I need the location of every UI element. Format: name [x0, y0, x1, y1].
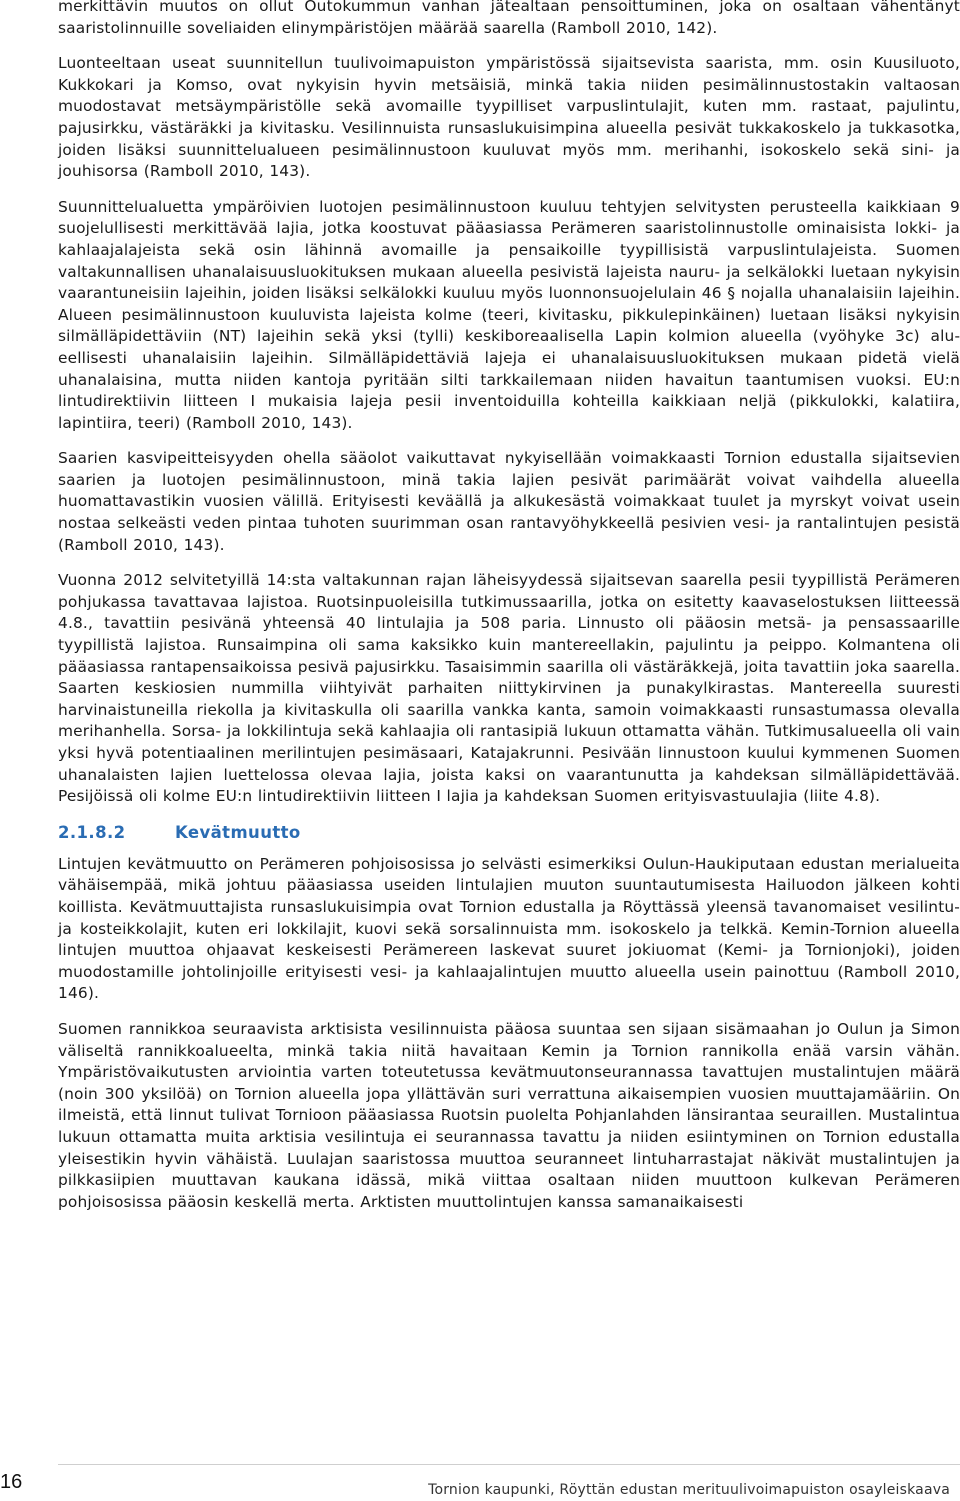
body-paragraph: merkittävin muutos on ollut Outokummun vanhan jätealtaan pensoittuminen, joka on osaltaan vähentänyt saaristolinnuille soveliaiden elinympäristöjen määrää saarella (Ramboll 2010, 142). — [58, 0, 960, 37]
footer-divider — [58, 1464, 960, 1465]
body-paragraph: Suomen rannikkoa seuraavista arktisista vesilinnuista pääosa suuntaa sen sijaan sisämaahan jo Oulun ja Simon väliseltä rannikkoalueelta, minkä takia niitä havaitaan Kemin ja Tornion rannikolla enää varsin vähän. Ympäristövaikutusten arviointia varten toteutetussa kevätmuutonseurannassa tavattujen mustalintujen määrä (noin 300 yksilöä) on Tornion alueella jopa yllättävän suri verrattuna aikaisempien vuosien muuttajamääriin. On ilmeistä, että linnut tulivat Tornioon pääasiassa Ruotsin puolelta Pohjanlahden länsirantaa seuraillen. Mustalintua lukuun ottamatta muita arktisia vesilintuja ei seurannassa tavattu ja niiden esiintyminen on Tornion edustalla yleisestikin hyvin vähäistä. Luulajan saaristossa muuttoa seuranneet lintuharrastajat näkivät mustalintujen ja pilkkasiipien muuttavan kaukana idässä, mikä viittaa osaltaan niiden muuttoon kulkevan Perämeren pohjoisosissa pääosin keskellä merta. Arktisten muuttolintujen kanssa samanaikaisesti — [58, 1019, 960, 1211]
running-footer-title: Tornion kaupunki, Röyttän edustan merituulivoimapuiston osayleiskaava — [428, 1482, 950, 1498]
body-paragraph: Suunnittelualuetta ympäröivien luotojen pesimälinnustoon kuuluu tehtyjen selvitysten perusteella kaikkiaan 9 suojelullisesti merkittävää lajia, jotka koostuvat pääasiassa Perämeren saaristolinnustolle ominaisista lokki- ja kahlaajalajeista sekä osin lähinnä avomaille ja pensaikoille tyypillisistä varpuslintulajeista. Suomen valtakunnallisen uhanalaisuusluokituksen mukaan alueella pesivistä lajeista nauru- ja selkälokki luetaan nykyisin vaarantuneisiin lajeihin, joiden lisäksi selkälokki kuuluu myös luonnonsuojelulain 46 § nojalla uhanalaisiin lajeihin. Alueen pesimälinnustoon kuuluvista lajeista kolme (teeri, kivitasku, pikkulepinkäinen) luetaan lisäksi nykyisin silmälläpidettäviin (NT) lajeihin sekä yksi (tylli) keskiboreaalisella Lapin kolmion alueella (vyöhyke 3c) alueellisesti uhanalaisiin lajeihin. Silmälläpidettäviä lajeja ei uhanalaisuusluokituksen mukaan pidetä vielä uhanalaisina, mutta niiden kantoja pyritään silti tarkkailemaan niiden havaitun taantumisen vuoksi. EU:n lintudirektiivin liitteen I mukaisia lajeja pesii inventoiduilla kohteilla kaikkiaan neljä (pikkulokki, kalatiira, lapintiira, teeri) (Ramboll 2010, 143). — [58, 197, 960, 432]
section-heading — [58, 822, 960, 844]
body-paragraph: Luonteeltaan useat suunnitellun tuulivoimapuiston ympäristössä sijaitsevista saarista, mm. osin Kuusiluoto, Kukkokari ja Komso, ovat nykyisin hyvin metsäisiä, minkä takia niiden pesimälinnustostakin valtaosan muodostavat metsäympäristölle sekä avomaille tyypilliset varpuslintulajit, kuten mm. rastaat, pajulintu, pajusirkku, västäräkki ja kivitasku. Vesilinnuista runsaslukuisimpina alueella pesivät tukkakoskelo ja tukkasotka, joiden lisäksi suunnittelualueen pesimälinnustoon kuuluvat myös mm. merihanhi, isokoskelo sekä sini- ja jouhisorsa (Ramboll 2010, 143). — [58, 54, 960, 181]
page-number: 16 — [0, 1471, 23, 1493]
body-paragraph: Lintujen kevätmuutto on Perämeren pohjoisosissa jo selvästi esimerkiksi Oulun-Haukiputaan edustan merialueita vähäisempää, mikä johtuu pääasiassa useiden lintulajien muuton suuntautumisesta Hailuodon jälkeen kohti koillista. Kevätmuuttajista runsaslukuisimpia ovat Tornion edustalla ja Röyttässä yleensä tavanomaiset vesilintu- ja kosteikkolajit, kuten eri lokkilajit, kuovi sekä sorsalinnuista mm. isokoskelo ja telkkä. Kemin-Tornion alueella lintujen muuttoa ohjaavat keskeisesti Perämereen laskevat suuret jokiuomat (Kemi- ja Tornionjoki), joiden muodostamille johtolinjoille erityisesti vesi- ja kahlaajalintujen muutto alueella usein painottuu (Ramboll 2010, 146). — [58, 854, 960, 1003]
body-paragraph: Saarien kasvipeitteisyyden ohella sääolot vaikuttavat nykyisellään voimakkaasti Tornion edustalla sijaitsevien saarien ja luotojen pesimälinnustoon, minä takia lajien pesivät parimäärät voivat vaihdella alueella huomattavastikin vuosien välillä. Erityisesti keväällä ja alkukesästä voimakkaat tuulet ja myrskyt voivat usein nostaa selkeästi veden pintaa tuhoten suurimman osan rantavyöhykkeellä pesivien vesi- ja rantalintujen pesistä (Ramboll 2010, 143). — [58, 449, 960, 554]
section-title: Kevätmuutto — [175, 822, 301, 842]
document-body — [58, 0, 960, 1227]
section-number: 2.1.8.2 — [58, 822, 126, 842]
body-paragraph: Vuonna 2012 selvitetyillä 14:sta valtakunnan rajan läheisyydessä sijaitsevan saarella pesii tyypillistä Perämeren pohjukassa tavattavaa lajistoa. Ruotsinpuoleisilla tutkimussaarilla, jotka on esitetty kaavaselostuksen liitteessä 4.8., tavattiin pesivänä yhteensä 40 lintulajia ja 508 paria. Linnusto oli pääosin metsä- ja pensassaarille tyypillistä lajistoa. Runsaimpina oli sama kaksikko kuin mantereellakin, pajulintu ja peippo. Kolmantena oli pääasiassa rantapensaikoissa pesivä pajusirkku. Tasaisimmin saarilla oli västäräkkejä, joita tavattiin joka saarella. Saarten keskiosien nummilla viihtyivät parhaiten niittykirvinen ja punakylkirastas. Mantereella suuresti harvinaistuneilla riekolla ja kivitaskulla oli saarilla vankka kanta, samoin voimakkaasti runsastumassa olevalla merihanhella. Sorsa- ja lokkilintuja sekä kahlaajia oli rantasipiä lukuun ottamatta vähän. Tutkimusalueella oli vain yksi hyvä potentiaalinen merilintujen pesimäsaari, Katajakrunni. Pesivään linnustoon kuului kymmenen Suomen uhanalaisten lajien luettelossa olevaa lajia, joista kaksi on vaarantunutta ja kahdeksan silmälläpidettävää. Pesijöissä oli kolme EU:n lintudirektiivin liitteen I lajia ja kahdeksan Suomen erityisvastuulajia (liite 4.8). — [58, 571, 960, 806]
